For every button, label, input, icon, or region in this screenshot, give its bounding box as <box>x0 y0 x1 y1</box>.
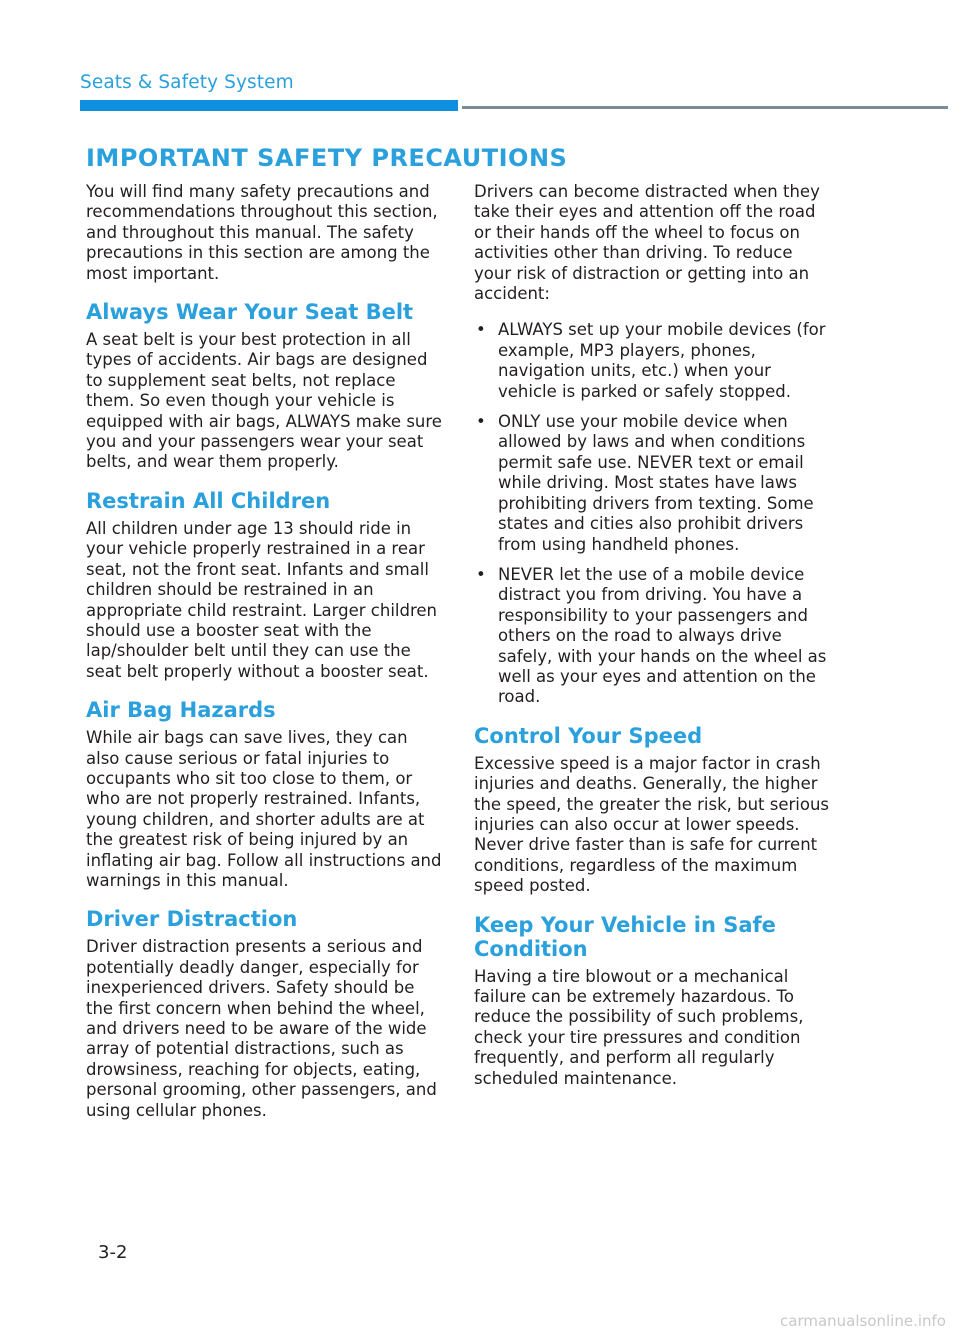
air-bag-paragraph: While air bags can save lives, they can also cause serious or fatal injuries to occupants who sit too close to them, or who are not properly restrained. Infants, young children, and shorter adults are at the greatest risk of being injured by an inflating air bag. Follow all instructions and warnings in this manual. <box>86 728 442 890</box>
speed-paragraph: Excessive speed is a major factor in crash injuries and deaths. Generally, the higher the speed, the greater the risk, but serious injuries can also occur at lower speeds. Never drive faster than is safe for current conditions, regardless of the maximum speed posted. <box>474 753 830 896</box>
header-rule-accent <box>80 100 458 111</box>
section-title: Seats & Safety System <box>80 72 294 93</box>
right-column <box>474 182 834 1105</box>
bullet-icon: • <box>476 412 486 432</box>
distraction-heading: Driver Distraction <box>86 907 298 932</box>
list-item <box>474 565 834 708</box>
speed-heading: Control Your Speed <box>474 723 703 748</box>
list-item <box>474 320 834 402</box>
page-number: 3-2 <box>98 1242 128 1263</box>
seat-belt-heading: Always Wear Your Seat Belt <box>86 300 414 325</box>
bullet-icon: • <box>476 320 486 340</box>
distraction-intro-paragraph: Drivers can become distracted when they take their eyes and attention off the road or their hands off the wheel to focus on activities other than driving. To reduce your risk of distraction or getting into an accident: <box>474 182 820 304</box>
seat-belt-paragraph: A seat belt is your best protection in all types of accidents. Air bags are designed to supplement seat belts, not replace them. So even though your vehicle is equipped with air bags, ALWAYS make sure you and your passengers wear your seat belts, and wear them properly. <box>86 330 442 472</box>
watermark: carmanualsonline.info <box>780 1312 946 1330</box>
condition-heading: Keep Your Vehicle in Safe Condition <box>474 912 776 961</box>
list-item-text: NEVER let the use of a mobile device distract you from driving. You have a responsibility to your passengers and others on the road to always drive safely, with your hands on the wheel as well as your eyes and attention on the road. <box>498 564 827 707</box>
left-column <box>86 182 446 1137</box>
list-item <box>474 412 834 555</box>
header-rule <box>462 106 948 109</box>
bullet-icon: • <box>476 564 486 584</box>
list-item-text: ALWAYS set up your mobile devices (for example, MP3 players, phones, navigation units, etc.) when your vehicle is parked or safely stopped. <box>498 320 826 401</box>
condition-paragraph: Having a tire blowout or a mechanical failure can be extremely hazardous. To reduce the possibility of such problems, check your tire pressures and condition frequently, and perform all regularly scheduled maintenance. <box>474 966 804 1088</box>
distraction-bullet-list <box>474 320 834 707</box>
air-bag-heading: Air Bag Hazards <box>86 698 276 723</box>
page-title: IMPORTANT SAFETY PRECAUTIONS <box>86 144 568 172</box>
list-item-text: ONLY use your mobile device when allowed by laws and when conditions permit safe use. NEVER text or email while driving. Most states have laws prohibiting drivers from texting. Some states and cities also prohibit drivers from using handheld phones. <box>498 412 814 554</box>
children-heading: Restrain All Children <box>86 488 331 513</box>
intro-paragraph: You will find many safety precautions and recommendations throughout this section, and throughout this manual. The safety precautions in this section are among the most important. <box>86 182 438 283</box>
children-paragraph: All children under age 13 should ride in your vehicle properly restrained in a rear seat, not the front seat. Infants and small children should be restrained in an appropriate child restraint. Larger children should use a booster seat with the lap/shoulder belt until they can use the seat belt properly without a booster seat. <box>86 518 437 681</box>
distraction-paragraph: Driver distraction presents a serious and potentially deadly danger, especially for inexperienced drivers. Safety should be the first concern when behind the wheel, and drivers need to be aware of the wide array of potential distractions, such as drowsiness, reaching for objects, eating, personal grooming, other passengers, and using cellular phones. <box>86 937 437 1120</box>
